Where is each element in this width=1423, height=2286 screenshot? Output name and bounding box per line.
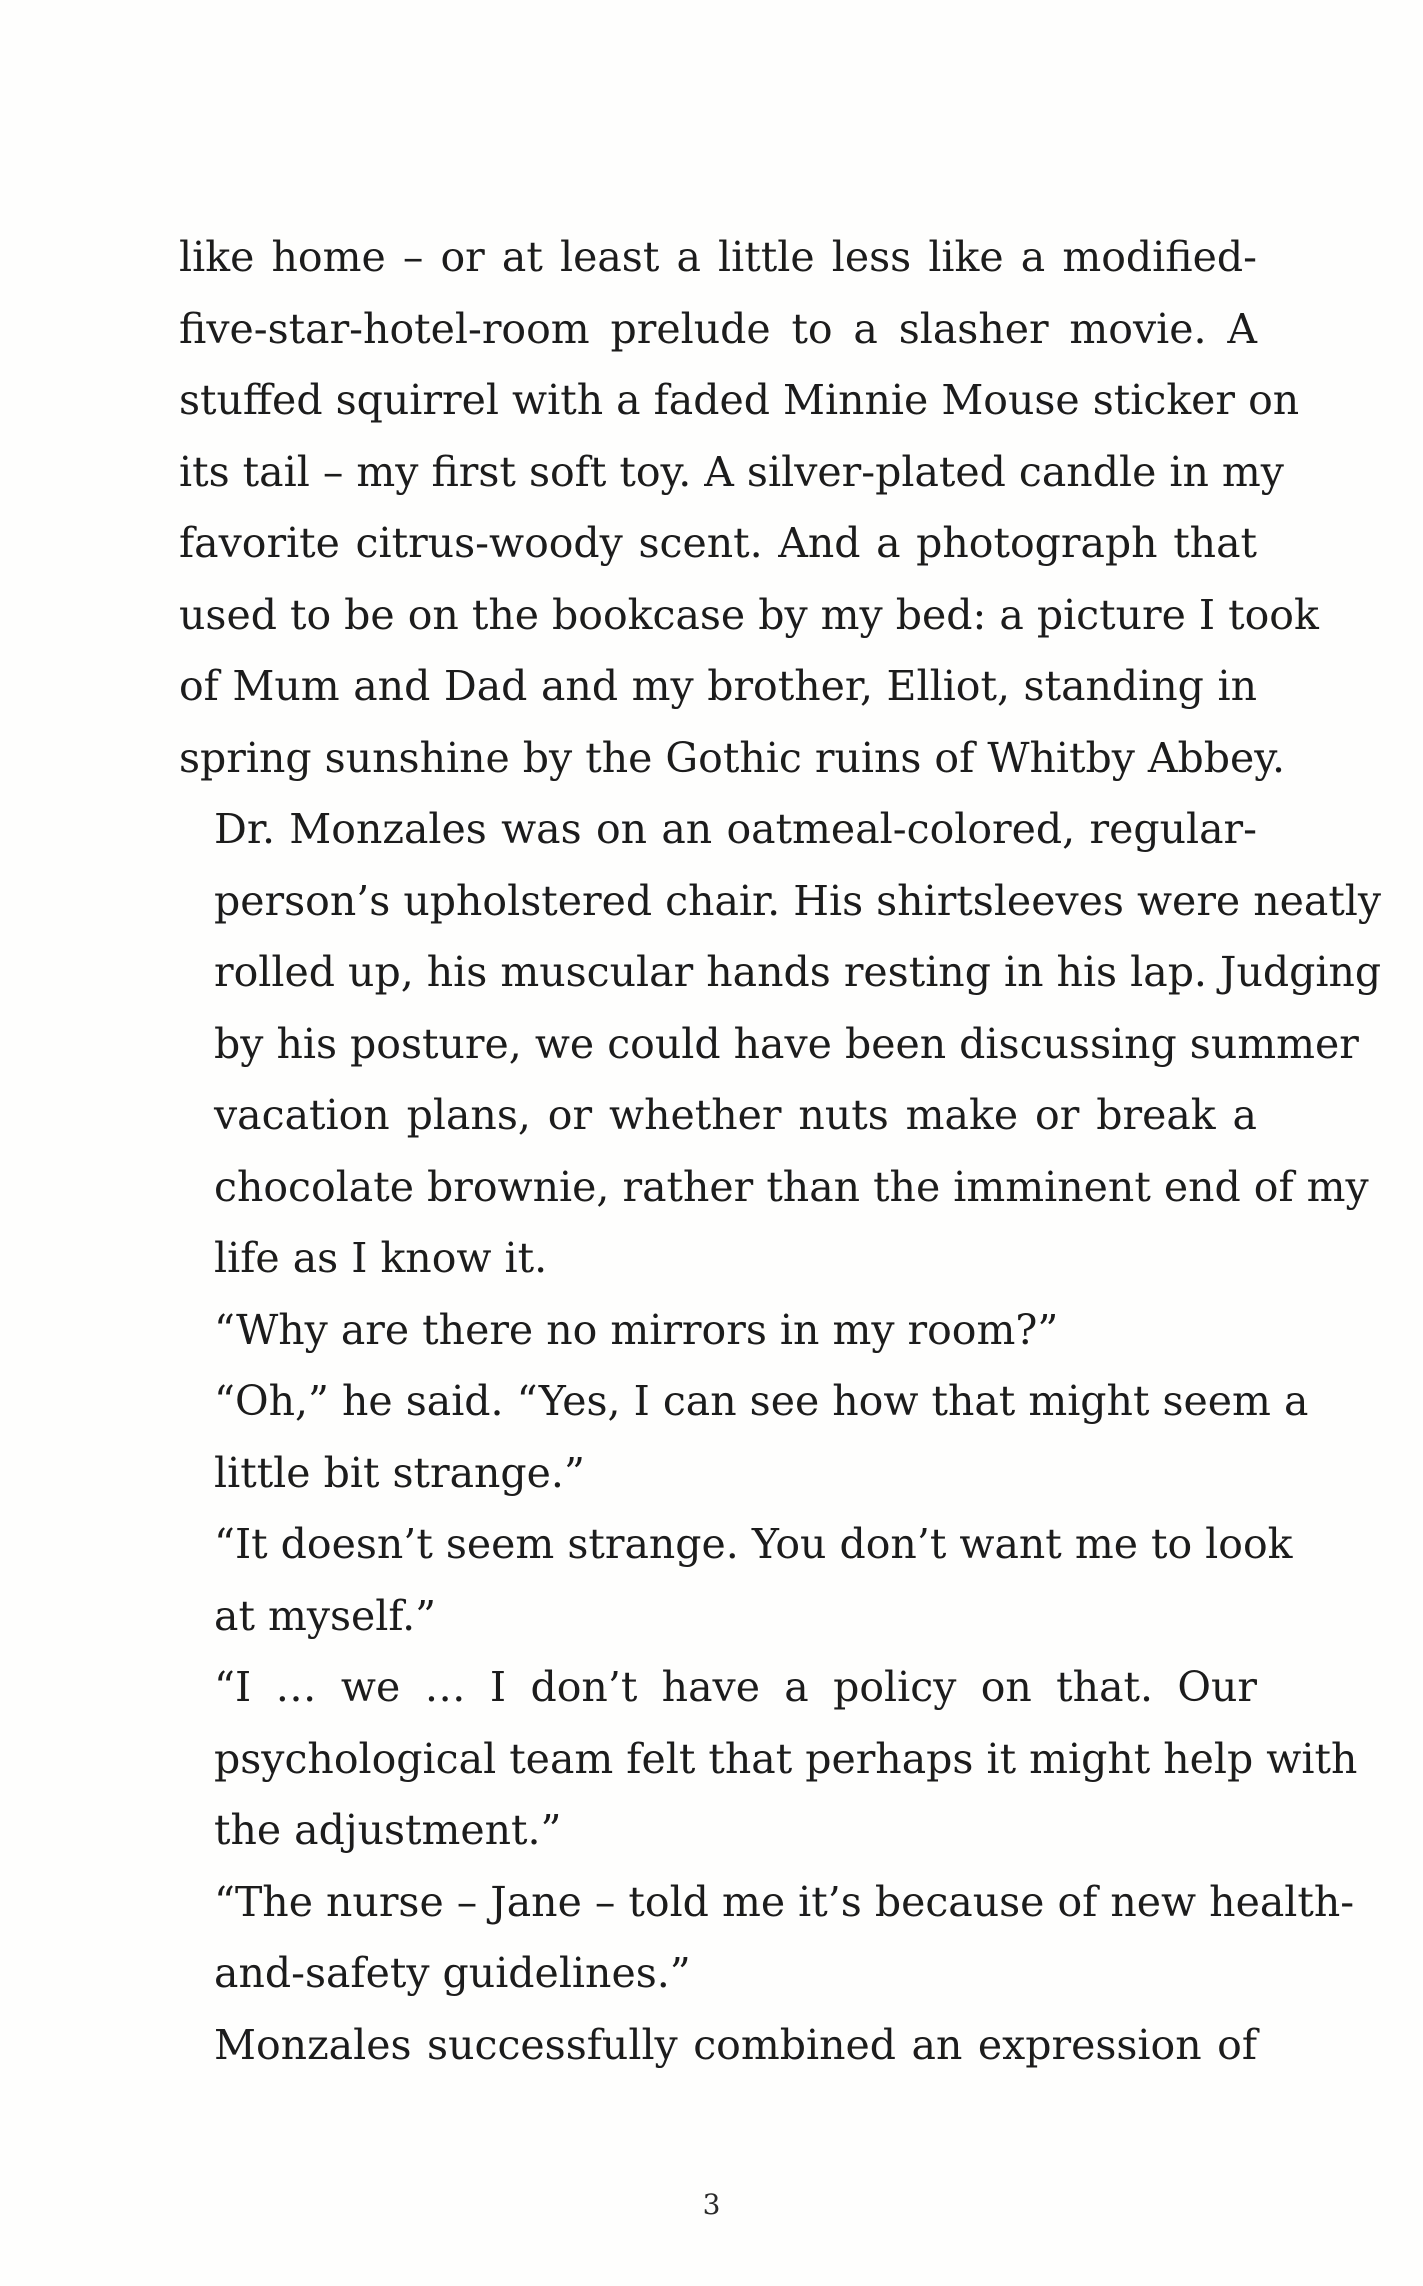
paragraph (179, 1652, 1358, 1867)
paragraph (179, 222, 1319, 794)
paragraph (179, 1509, 1293, 1652)
text-line: like home – or at least a little less like a modified- (179, 233, 1257, 281)
text-line: vacation plans, or whether nuts make or break a (214, 1091, 1257, 1139)
text-line: life as I know it. (214, 1234, 548, 1282)
paragraph (179, 2010, 1257, 2082)
paragraph (179, 794, 1382, 1295)
text-line: at myself.” (214, 1591, 437, 1640)
text-line: spring sunshine by the Gothic ruins of Whitby Abbey. (179, 733, 1286, 782)
text-line: its tail – my first soft toy. A silver-plated candle in my (179, 447, 1284, 496)
text-line: the adjustment.” (214, 1806, 562, 1854)
text-line: of Mum and Dad and my brother, Elliot, standing in (179, 662, 1257, 710)
text-line: and-safety guidelines.” (214, 1949, 691, 1997)
text-line: chocolate brownie, rather than the imminent end of my (214, 1162, 1369, 1211)
text-line: Dr. Monzales was on an oatmeal-colored, regular- (214, 805, 1257, 853)
text-line: rolled up, his muscular hands resting in his lap. Judging (214, 948, 1382, 996)
text-line: used to be on the bookcase by my bed: a picture I took (179, 590, 1319, 639)
paragraph (179, 1867, 1355, 2010)
text-line: favorite citrus-woody scent. And a photograph that (179, 519, 1257, 567)
body-text (179, 222, 1382, 2081)
paragraph (179, 1295, 1257, 1367)
text-line: “Oh,” he said. “Yes, I can see how that might seem a (214, 1377, 1309, 1425)
paragraph (179, 1366, 1309, 1509)
text-line: “Why are there no mirrors in my room?” (214, 1305, 1059, 1354)
page-number: 3 (702, 2188, 721, 2221)
text-line: little bit strange.” (214, 1448, 585, 1497)
text-line: psychological team felt that perhaps it might help with (214, 1734, 1358, 1783)
text-line: “The nurse – Jane – told me it’s because of new health- (214, 1877, 1355, 1926)
text-line: person’s upholstered chair. His shirtsleeves were neatly (214, 876, 1382, 925)
text-line: “I … we … I don’t have a policy on that. Our (214, 1663, 1257, 1711)
text-line: five-star-hotel-room prelude to a slasher movie. A (179, 304, 1257, 353)
text-line: Monzales successfully combined an expression of (214, 2020, 1257, 2069)
text-line: by his posture, we could have been discussing summer (214, 1019, 1359, 1068)
text-line: stuffed squirrel with a faded Minnie Mouse sticker on (179, 376, 1300, 424)
text-line: “It doesn’t seem strange. You don’t want me to look (214, 1520, 1293, 1568)
